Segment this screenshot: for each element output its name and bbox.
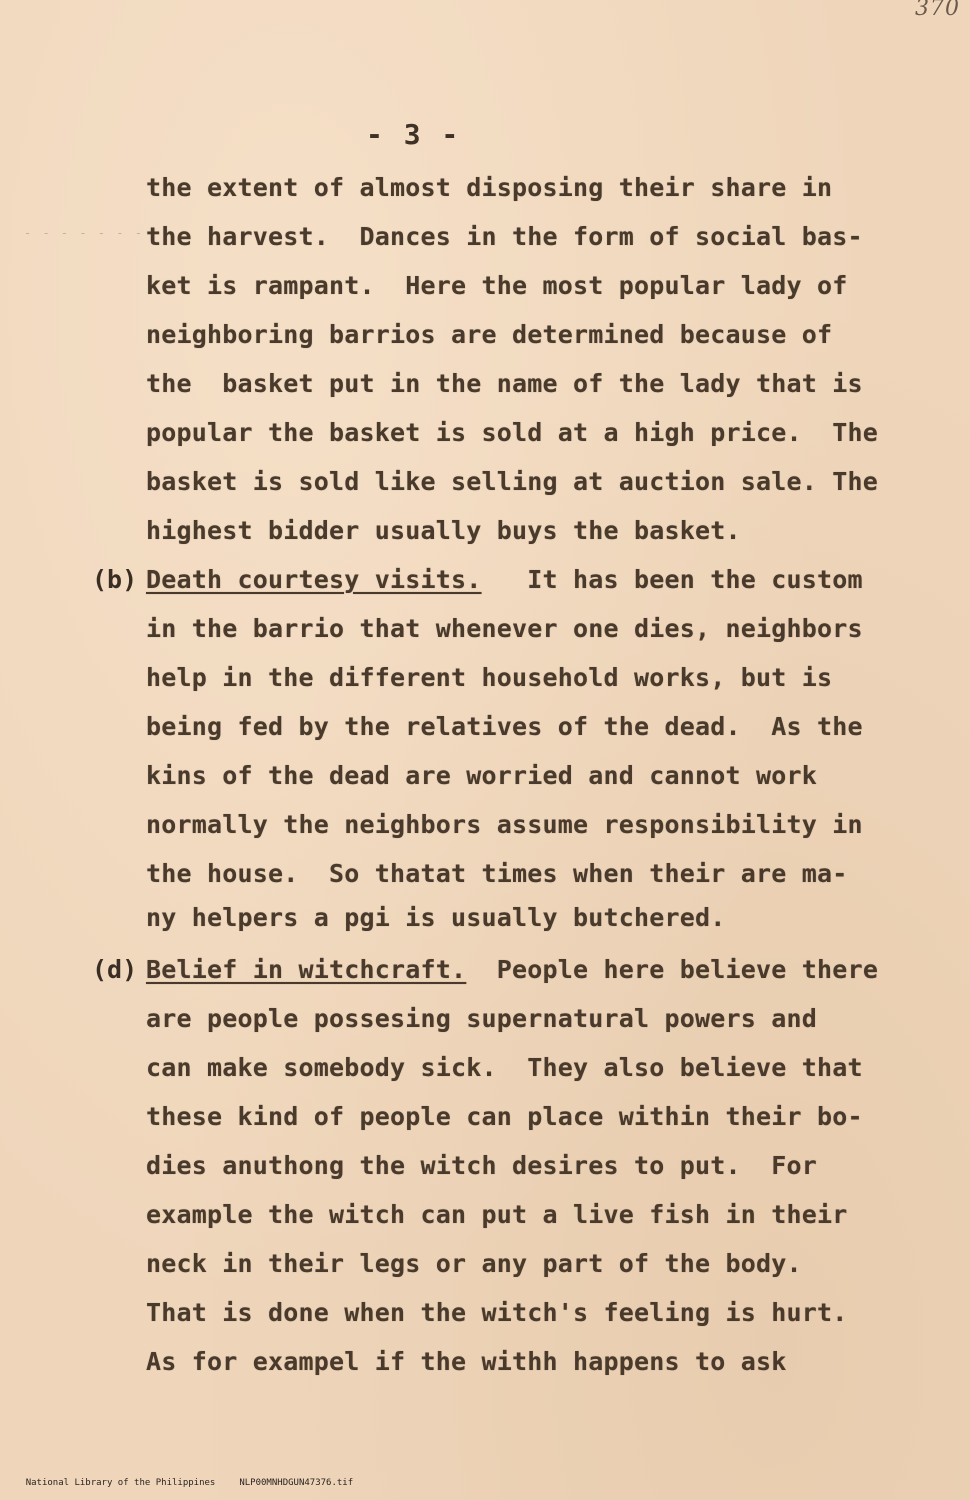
text-line: ny helpers a pgi is usually butchered. xyxy=(146,903,726,932)
footer-file-id: NLP00MNHDGUN47376.tif xyxy=(239,1478,354,1488)
text-line: are people possesing supernatural powers and xyxy=(146,1004,818,1033)
text-line: That is done when the witch's feeling is hurt. xyxy=(146,1298,848,1327)
section-heading: Belief in witchcraft. xyxy=(146,955,467,984)
text-line: being fed by the relatives of the dead. As the xyxy=(146,712,863,741)
section-heading-line xyxy=(146,955,878,985)
archive-page-number: 370 xyxy=(915,0,960,21)
scan-footer xyxy=(4,1468,377,1498)
text-line: example the witch can put a live fish in their xyxy=(146,1200,848,1229)
text-line: the extent of almost disposing their share in xyxy=(146,173,833,202)
text-line: popular the basket is sold at a high price. The xyxy=(146,418,879,447)
text-line: help in the different household works, but is xyxy=(146,663,833,692)
text-line: these kind of people can place within their bo- xyxy=(146,1102,863,1131)
text-line: the house. So thatat times when their are ma- xyxy=(146,859,848,888)
margin-mark: - - - - - - - xyxy=(24,226,144,240)
text-line: neck in their legs or any part of the body. xyxy=(146,1249,802,1278)
text-line: highest bidder usually buys the basket. xyxy=(146,516,741,545)
text-line: ket is rampant. Here the most popular lady of xyxy=(146,271,848,300)
text-line: the basket put in the name of the lady that is xyxy=(146,369,863,398)
text-line: normally the neighbors assume responsibility in xyxy=(146,810,863,839)
section-heading: Death courtesy visits. xyxy=(146,565,482,594)
text-line: kins of the dead are worried and cannot work xyxy=(146,761,818,790)
text-line: dies anuthong the witch desires to put. For xyxy=(146,1151,818,1180)
text-line: People here believe there xyxy=(466,955,879,984)
text-line: neighboring barrios are determined because of xyxy=(146,320,833,349)
section-heading-line xyxy=(146,565,863,595)
item-marker-d: (d) xyxy=(92,955,138,984)
text-line: As for exampel if the withh happens to ask xyxy=(146,1347,787,1376)
page-number: - 3 - xyxy=(366,118,461,151)
footer-library: National Library of the Philippines xyxy=(25,1478,216,1488)
text-line: in the barrio that whenever one dies, neighbors xyxy=(146,614,863,643)
text-line: basket is sold like selling at auction sale. The xyxy=(146,467,879,496)
text-line: the harvest. Dances in the form of social bas- xyxy=(146,222,863,251)
text-line: can make somebody sick. They also believe that xyxy=(146,1053,863,1082)
text-line: It has been the custom xyxy=(481,565,863,594)
item-marker-b: (b) xyxy=(92,565,138,594)
